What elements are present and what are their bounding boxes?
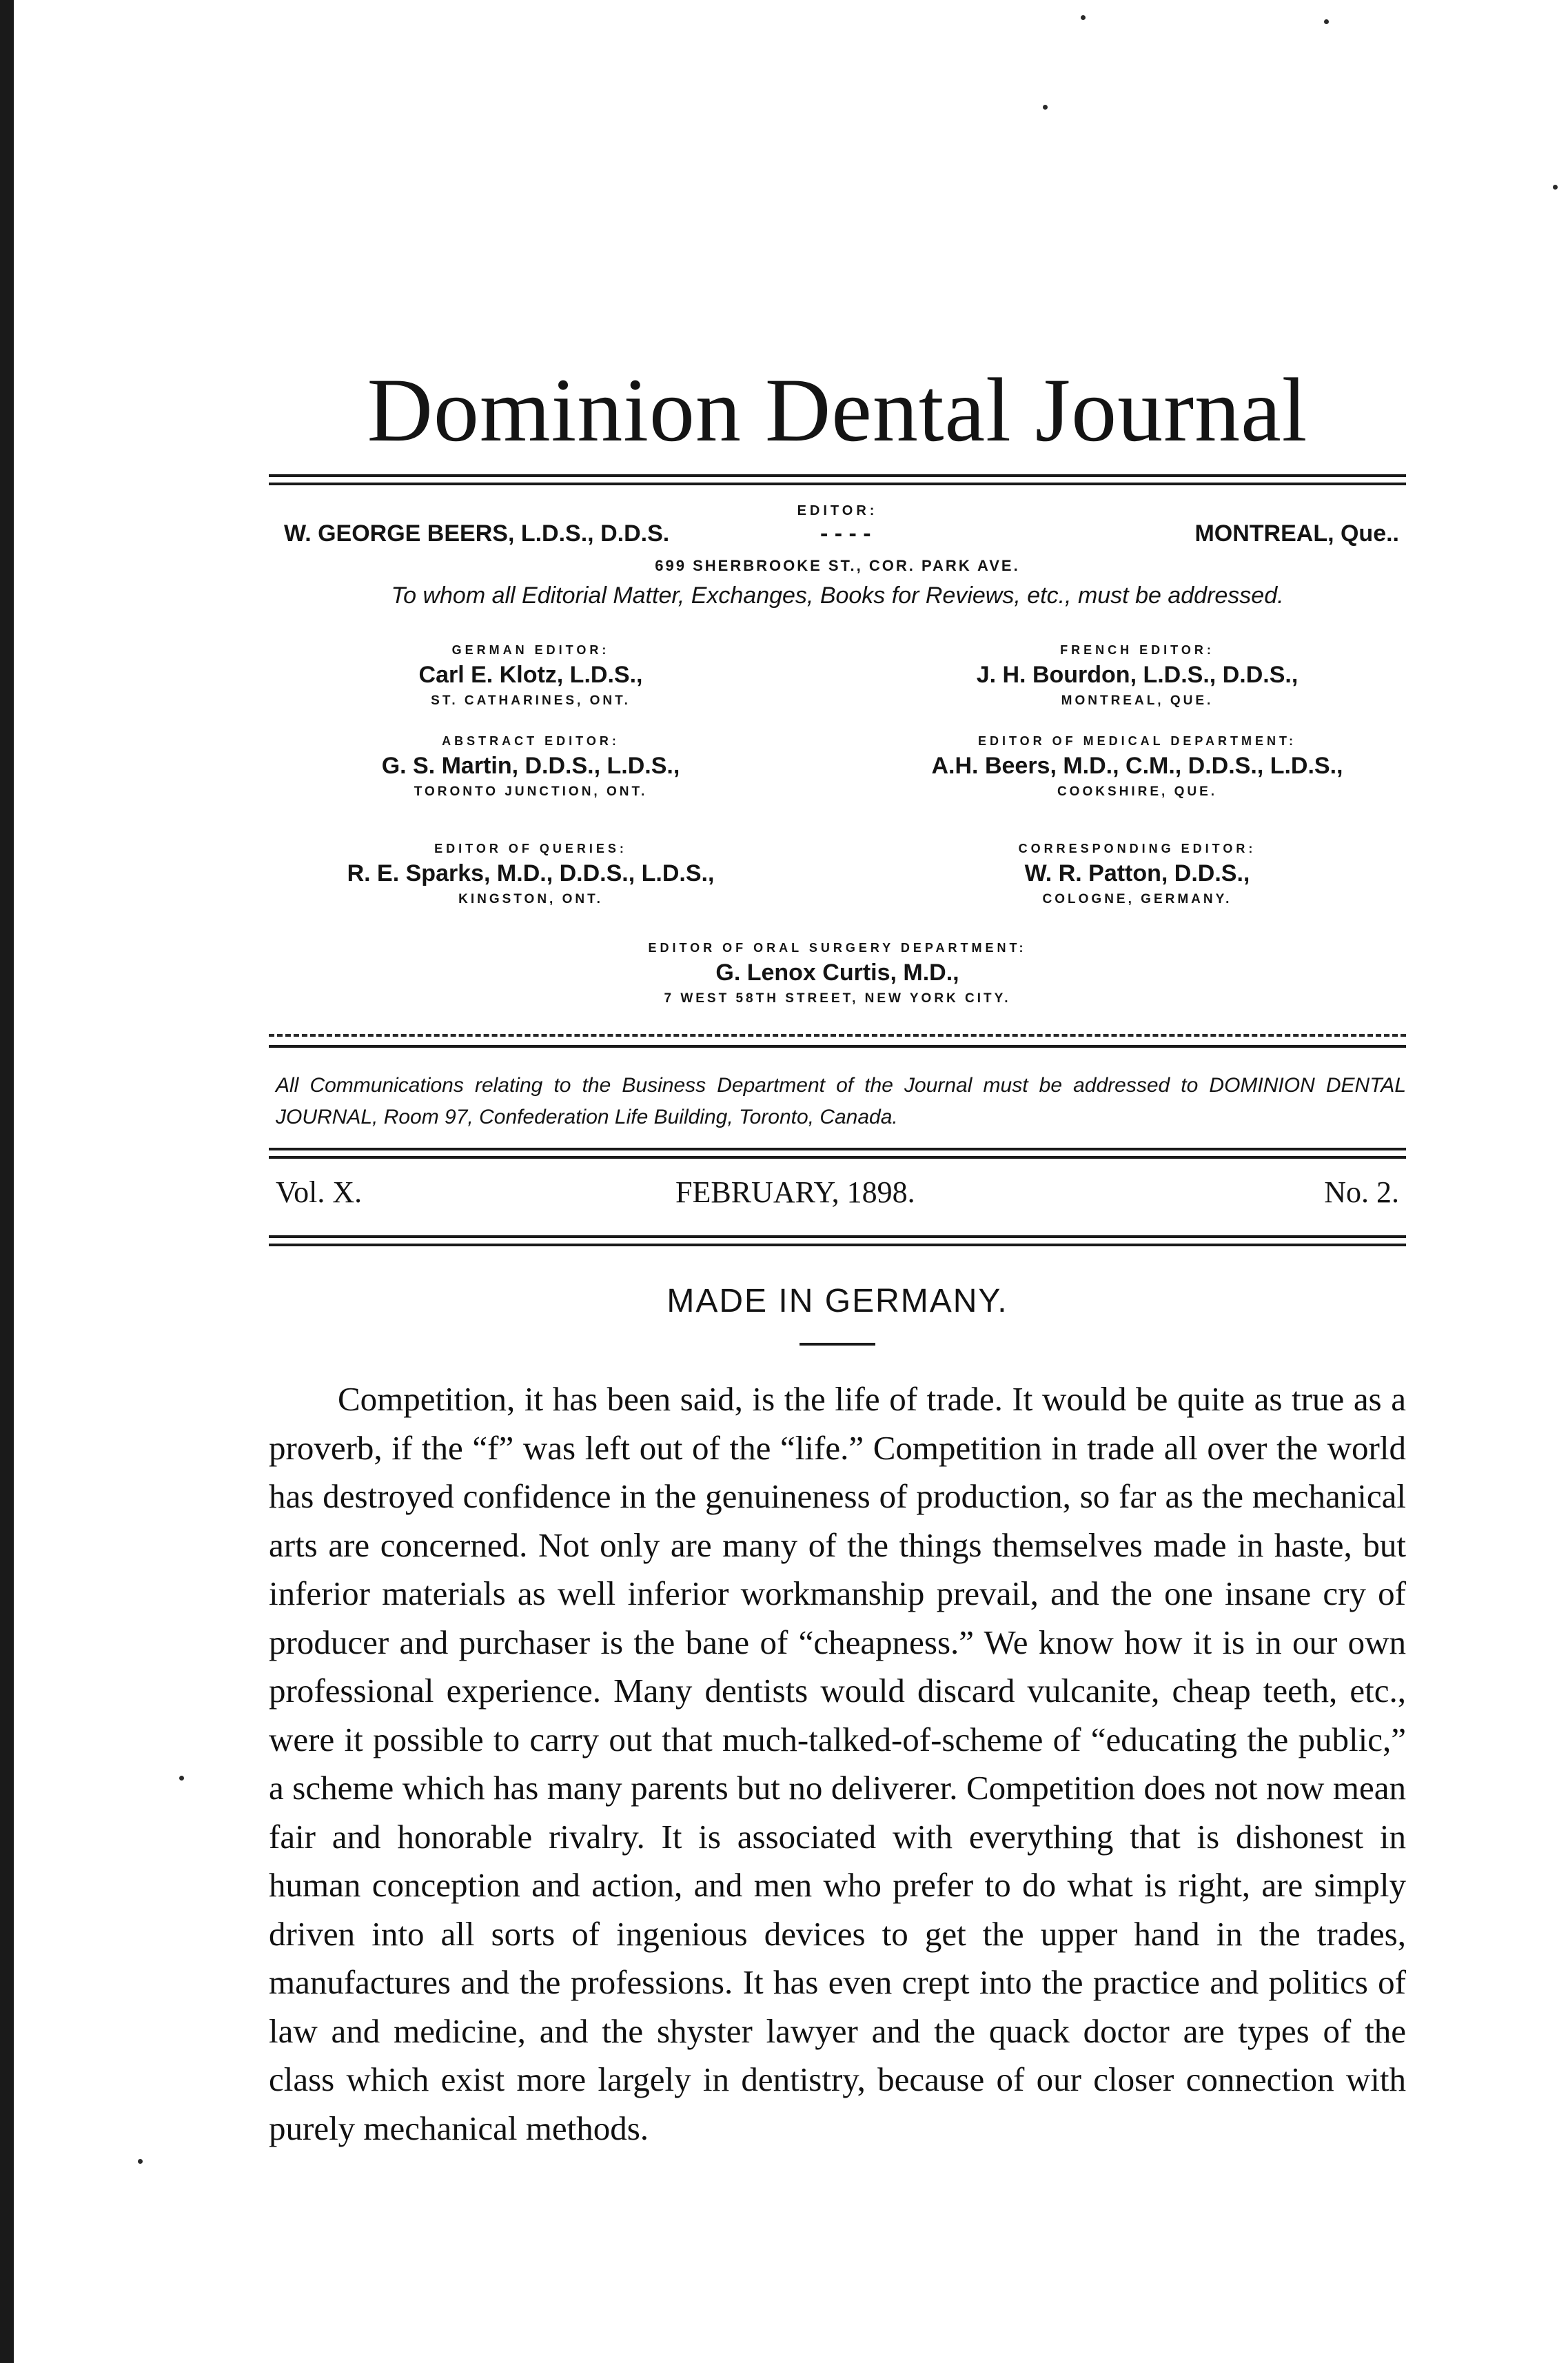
issue-top-rule xyxy=(269,1148,1406,1159)
issue-date: FEBRUARY, 1898. xyxy=(675,1175,915,1209)
editor-block-name: R. E. Sparks, M.D., D.D.S., L.D.S., xyxy=(347,860,715,886)
editor-role: FRENCH EDITOR: xyxy=(1060,643,1214,657)
editor-location: TORONTO JUNCTION, ONT. xyxy=(414,784,648,799)
journal-title: Dominion Dental Journal xyxy=(367,359,1308,460)
issue-number: No. 2. xyxy=(1324,1175,1399,1209)
volume-number: Vol. X. xyxy=(276,1175,363,1209)
editor-location: MONTREAL, QUE. xyxy=(1061,693,1214,708)
issue-bottom-rule xyxy=(269,1235,1406,1246)
editor-name: W. GEORGE BEERS, L.D.S., D.D.S. xyxy=(284,520,670,547)
editor-role: ABSTRACT EDITOR: xyxy=(442,734,620,748)
editor-block-name: A.H. Beers, M.D., C.M., D.D.S., L.D.S., xyxy=(931,753,1343,779)
title-double-rule xyxy=(269,474,1406,485)
editor-role: EDITOR OF QUERIES: xyxy=(434,842,627,855)
editor-location: COLOGNE, GERMANY. xyxy=(1042,892,1232,906)
editor-location: 7 WEST 58TH STREET, NEW YORK CITY. xyxy=(664,991,1011,1006)
editor-city: MONTREAL, Que.. xyxy=(1194,520,1399,547)
dashed-rule xyxy=(269,1034,1406,1037)
editor-address: 699 SHERBROOKE ST., COR. PARK AVE. xyxy=(655,557,1020,574)
editor-location: KINGSTON, ONT. xyxy=(458,892,603,906)
editor-block-name: W. R. Patton, D.D.S., xyxy=(1024,860,1250,886)
scan-speck xyxy=(1081,15,1086,20)
editor-block-name: G. S. Martin, D.D.S., L.D.S., xyxy=(381,753,680,779)
editor-role: EDITOR OF MEDICAL DEPARTMENT: xyxy=(977,734,1296,748)
article-title: MADE IN GERMANY. xyxy=(666,1283,1008,1319)
scan-speck xyxy=(1324,19,1329,24)
editorial-note: To whom all Editorial Matter, Exchanges, Books for Reviews, etc., must be addressed. xyxy=(391,582,1284,609)
editor-block-oral-surgery xyxy=(576,939,1099,1009)
editor-block-medical xyxy=(875,732,1399,802)
editor-block-name: J. H. Bourdon, L.D.S., D.D.S., xyxy=(976,662,1299,688)
editor-location: COOKSHIRE, QUE. xyxy=(1057,784,1218,799)
editor-block-name: G. Lenox Curtis, M.D., xyxy=(715,960,959,986)
editor-label: EDITOR: xyxy=(797,503,878,518)
editor-block-queries xyxy=(269,840,793,910)
business-note: All Communications relating to the Business Department of the Journal must be addressed to DOMINION DENTAL JOURNAL, Room 97, Confederation Life Building, Toronto, Canada. xyxy=(276,1074,1406,1128)
scan-edge xyxy=(0,0,14,2363)
editor-block-french xyxy=(875,641,1399,711)
divider-rule xyxy=(269,1045,1406,1048)
article-body: Competition, it has been said, is the life of trade. It would be quite as true as a proverb, if the “f” was left out of the “life.” Competition in trade all over the world has destroyed confidence in the genuineness of production, so far as the mechanical arts are concerned. Not only are many of the things themselves made in haste, but inferior materials as well inferior workmanship prevail, and the one insane cry of producer and purchaser is the bane of “cheapness.” We know how it is in our own professional experience. Many dentists would discard vulcanite, cheap teeth, etc., were it possible to carry out that much-talked-of-scheme of “educating the public,” a scheme which has many parents but no deliverer. Competition does not now mean fair and honorable rivalry. It is associated with everything that is dishonest in human conception and action, and men who prefer to do what is right, are simply driven into all sorts of ingenious devices to get the upper hand in the trades, manufactures and the professions. It has even crept into the practice and politics of law and medicine, and the shyster lawyer and the quack doctor are types of the class which exist more largely in dentistry, because of our closer connection with purely mechanical methods. xyxy=(269,1380,1406,2147)
editor-block-corresponding xyxy=(875,840,1399,910)
editor-block-name: Carl E. Klotz, L.D.S., xyxy=(418,662,643,688)
editor-dashes: - - - - xyxy=(820,520,871,547)
editor-role: CORRESPONDING EDITOR: xyxy=(1018,842,1256,855)
scan-speck xyxy=(138,2159,143,2164)
title-short-rule xyxy=(800,1343,875,1346)
scan-speck xyxy=(1553,185,1558,190)
editor-location: ST. CATHARINES, ONT. xyxy=(431,693,631,708)
editor-block-abstract xyxy=(269,732,793,802)
scan-speck xyxy=(1043,105,1048,110)
scan-speck xyxy=(179,1776,184,1781)
editor-block-german xyxy=(269,641,793,711)
editor-role: GERMAN EDITOR: xyxy=(451,643,610,657)
editor-role: EDITOR OF ORAL SURGERY DEPARTMENT: xyxy=(648,941,1027,955)
